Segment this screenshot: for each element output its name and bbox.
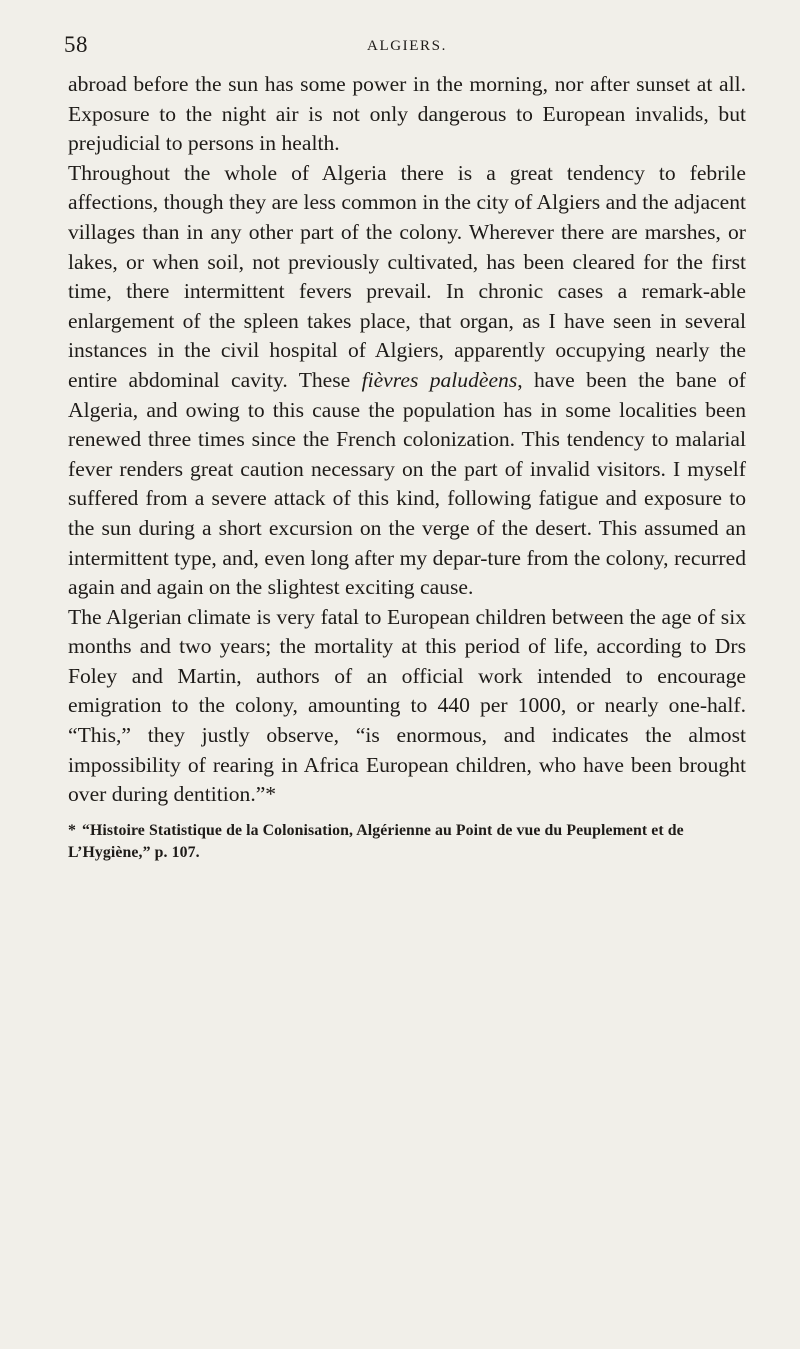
body-text xyxy=(68,70,746,810)
paragraph xyxy=(68,159,746,603)
footnote xyxy=(68,820,746,864)
running-head: ALGIERS. xyxy=(367,38,447,54)
footnote-mark: * xyxy=(68,821,76,839)
paragraph xyxy=(68,603,746,810)
paragraph-text: The Algerian climate is very fatal to European children between the age of six months and two years; the mortality at this period of life, according to Drs Foley and Martin, authors of an official work intended to encourage emigration to the colony, amounting to 440 per 1000, or nearly one-half. “This,” they justly observe, “is enormous, and indicates the almost impossibility of rearing in Africa European children, who have been brought over during dentition.”* xyxy=(68,604,746,807)
page-number: 58 xyxy=(64,32,88,57)
paragraph xyxy=(68,70,746,159)
footnote-text: “Histoire Statistique de la Colonisation, Algérienne au Point de vue du Peuplement et de L’Hygiène,” p. 107. xyxy=(68,821,684,861)
paragraph-text: abroad before the sun has some power in the morning, nor after sunset at all. Exposure to the night air is not only dangerous to European invalids, but prejudicial to persons in health. xyxy=(68,72,746,156)
paragraph-text: , have been the bane of Algeria, and owing to this cause the population has in some localities been renewed three times since the French colonization. This tendency to malarial fever renders great caution necessary on the part of invalid visitors. I myself suffered from a severe attack of this kind, following fatigue and exposure to the sun during a short excursion on the verge of the desert. This assumed an intermittent type, and, even long after my depar-ture from the colony, recurred again and again on the slightest exciting cause. xyxy=(68,367,746,600)
italic-phrase: fièvres paludèens xyxy=(361,367,518,392)
paragraph-text: Throughout the whole of Algeria there is a great tendency to febrile affections, though they are less common in the city of Algiers and the adjacent villages than in any other part of the colony. Wherever there are marshes, or lakes, or when soil, not previously cultivated, has been cleared for the first time, there intermittent fevers prevail. In chronic cases a remark-able enlargement of the spleen takes place, that organ, as I have seen in several instances in the civil hospital of Algiers, apparently occupying nearly the entire abdominal cavity. These xyxy=(68,160,746,392)
page-header xyxy=(64,30,746,70)
book-page xyxy=(64,30,746,864)
